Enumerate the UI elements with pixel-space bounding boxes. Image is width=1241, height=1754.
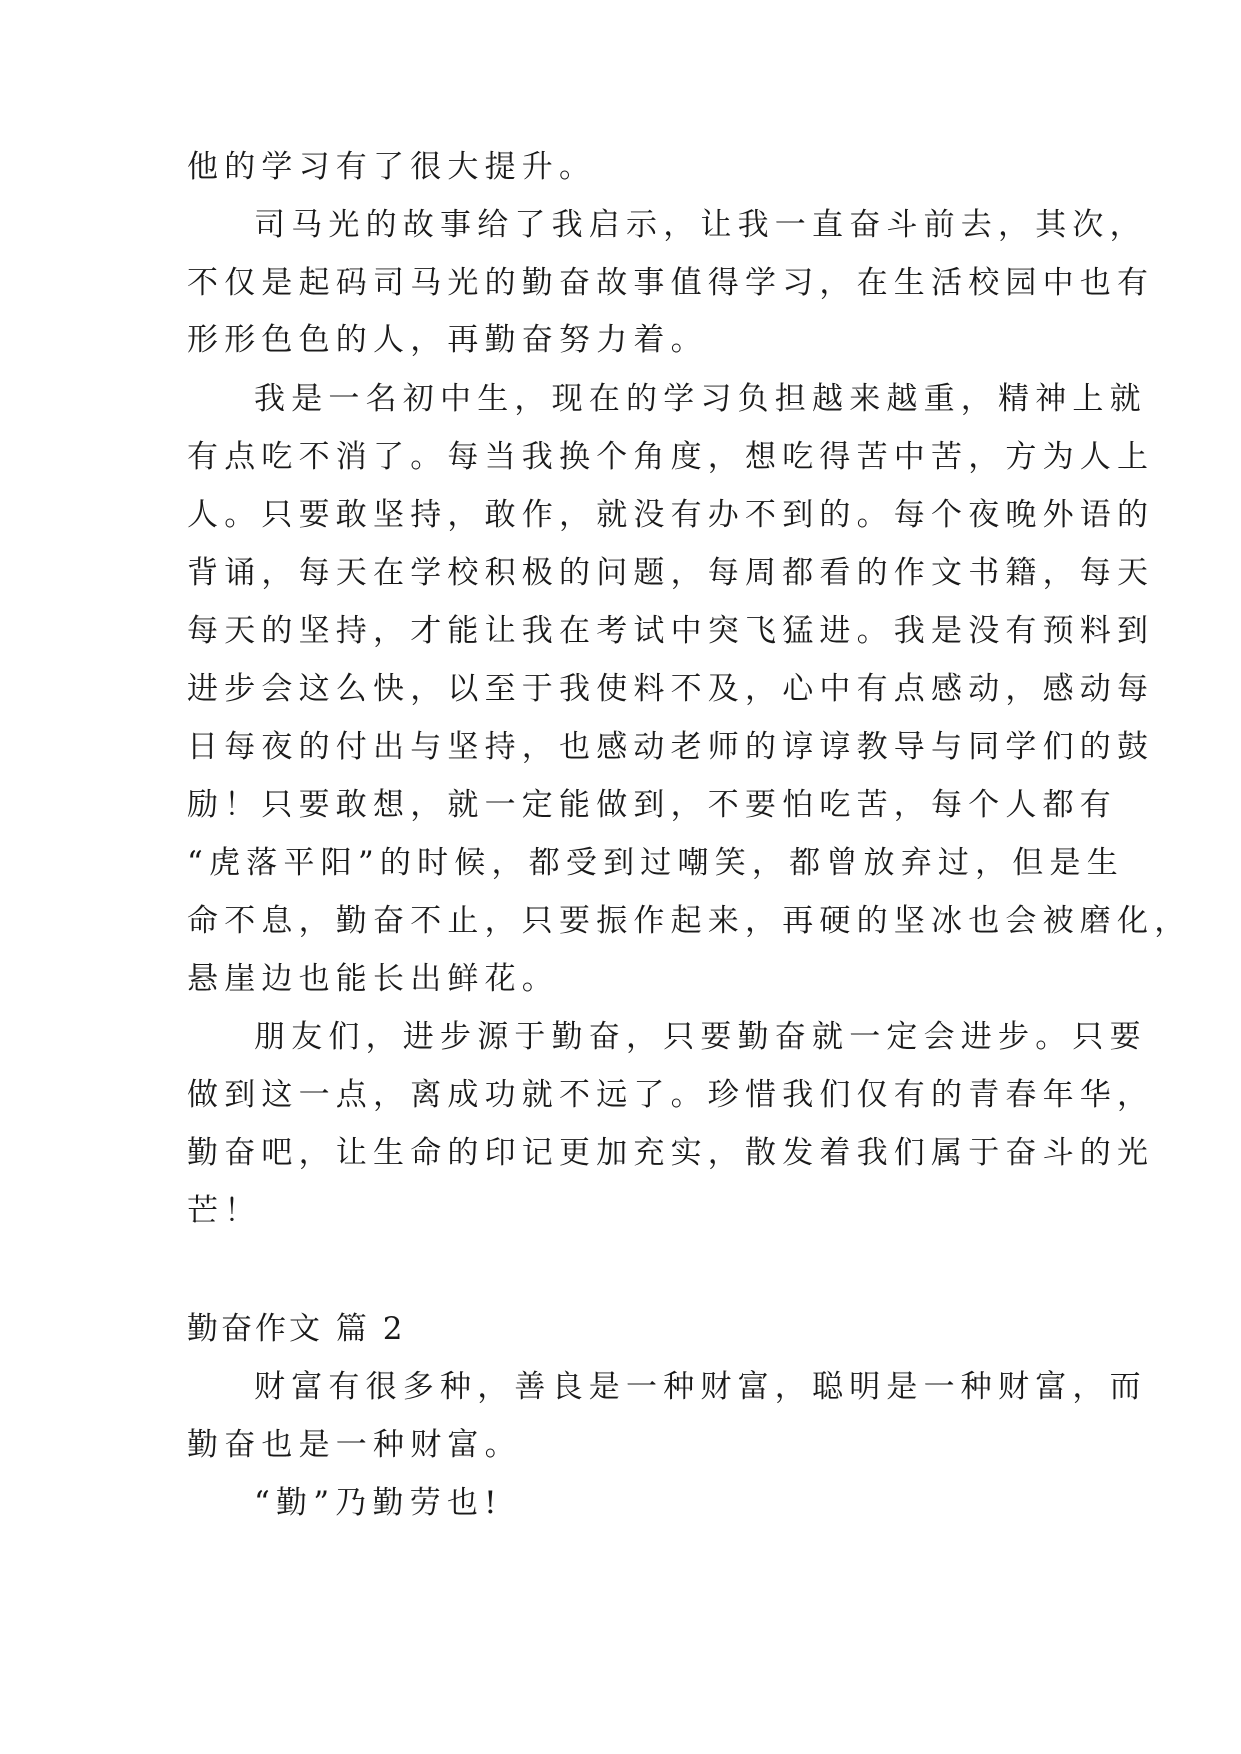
- text-line: 芒！: [187, 1193, 262, 1229]
- text-line: 财富有很多种，善良是一种财富，聪明是一种财富，而: [254, 1369, 1147, 1405]
- text-line: 有点吃不消了。每当我换个角度，想吃得苦中苦，方为人上: [187, 439, 1155, 475]
- text-line: 背诵，每天在学校积极的问题，每周都看的作文书籍，每天: [187, 555, 1155, 591]
- text-line: “虎落平阳”的时候，都受到过嘲笑，都曾放弃过，但是生: [187, 845, 1124, 881]
- text-line: 进步会这么快，以至于我使料不及，心中有点感动，感动每: [187, 671, 1155, 707]
- text-line: 悬崖边也能长出鲜花。: [187, 961, 559, 997]
- text-line: 人。只要敢坚持，敢作，就没有办不到的。每个夜晚外语的: [187, 497, 1155, 533]
- text-line: 励！只要敢想，就一定能做到，不要怕吃苦，每个人都有: [187, 787, 1117, 823]
- text-line: 日每夜的付出与坚持，也感动老师的谆谆教导与同学们的鼓: [187, 729, 1155, 765]
- text-line: 每天的坚持，才能让我在考试中突飞猛进。我是没有预料到: [187, 613, 1155, 649]
- text-line: 他的学习有了很大提升。: [187, 149, 597, 185]
- text-line: “勤”乃勤劳也!: [254, 1485, 503, 1521]
- text-line: 朋友们，进步源于勤奋，只要勤奋就一定会进步。只要: [254, 1019, 1147, 1055]
- text-line: 命不息，勤奋不止，只要振作起来，再硬的坚冰也会被磨化，: [187, 903, 1192, 939]
- text-line: 不仅是起码司马光的勤奋故事值得学习，在生活校园中也有: [187, 265, 1155, 301]
- text-line: 我是一名初中生，现在的学习负担越来越重，精神上就: [254, 381, 1147, 417]
- text-line: 做到这一点，离成功就不远了。珍惜我们仅有的青春年华，: [187, 1077, 1155, 1113]
- text-line: 形形色色的人，再勤奋努力着。: [187, 322, 708, 358]
- section-heading: 勤奋作文 篇 2: [187, 1311, 406, 1347]
- text-line: 勤奋吧，让生命的印记更加充实，散发着我们属于奋斗的光: [187, 1135, 1155, 1171]
- text-line: 司马光的故事给了我启示，让我一直奋斗前去，其次，: [254, 207, 1147, 243]
- text-line: 勤奋也是一种财富。: [187, 1427, 522, 1463]
